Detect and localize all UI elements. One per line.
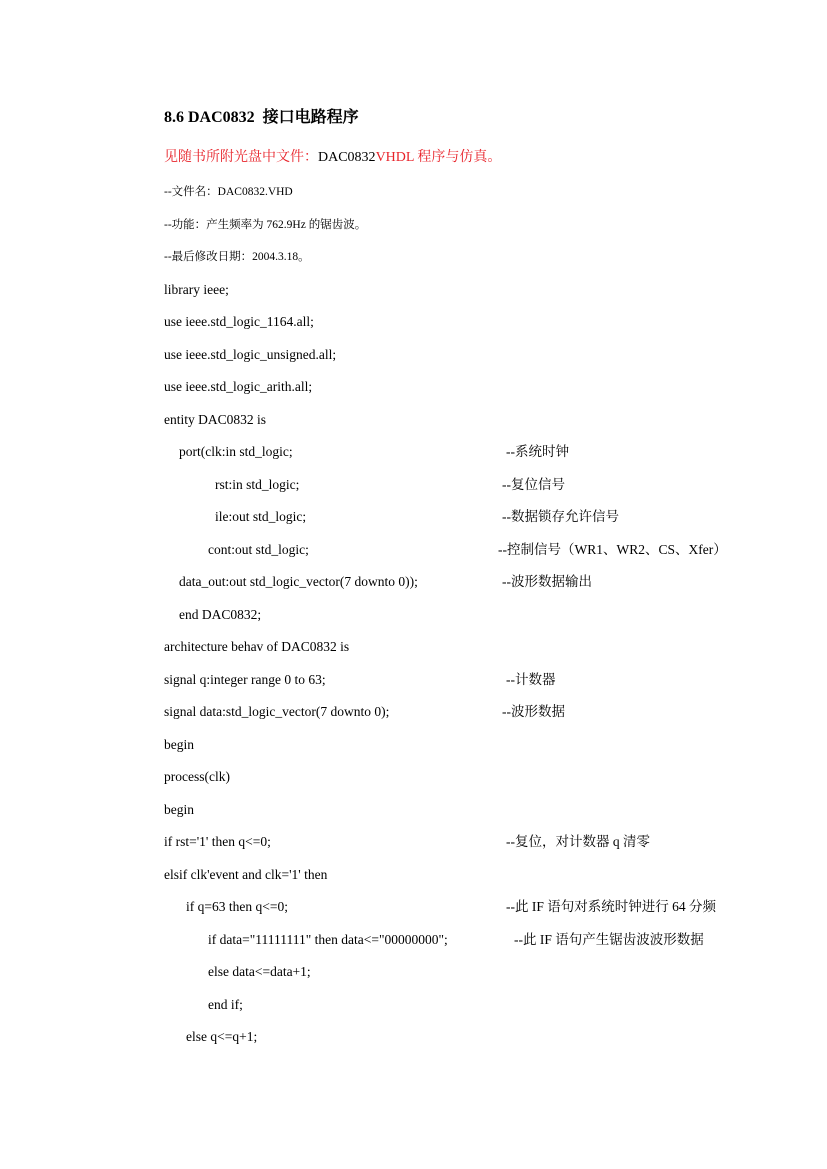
code-line: begin xyxy=(164,802,194,817)
code-line: signal q:integer range 0 to 63; xyxy=(164,672,326,687)
code-line: ile:out std_logic; xyxy=(215,509,307,524)
code-line: process(clk) xyxy=(164,769,230,784)
code-line: rst:in std_logic; xyxy=(215,477,300,492)
code-line: if data="11111111" then data<="00000000"; xyxy=(208,932,448,947)
code-line: else q<=q+1; xyxy=(186,1029,258,1044)
code-line: else data<=data+1; xyxy=(208,964,311,979)
code-comment: --复位，对计数器 q 清零 xyxy=(506,834,650,849)
section-heading: 8.6 DAC0832 接口电路程序 xyxy=(164,109,359,126)
disc-note xyxy=(164,150,501,166)
code-comment: --复位信号 xyxy=(502,477,565,492)
code-line: use ieee.std_logic_unsigned.all; xyxy=(164,347,337,362)
code-line: use ieee.std_logic_1164.all; xyxy=(164,314,314,329)
code-line: end if; xyxy=(208,997,243,1012)
comment-function: --功能：产生频率为 762.9Hz 的锯齿波。 xyxy=(164,219,367,231)
code-line: architecture behav of DAC0832 is xyxy=(164,639,350,654)
code-line: port(clk:in std_logic; xyxy=(179,444,293,459)
code-comment: --控制信号（WR1、WR2、CS、Xfer） xyxy=(498,542,727,557)
comment-modified: --最后修改日期：2004.3.18。 xyxy=(164,251,310,263)
comment-file-name: --文件名：DAC0832.VHD xyxy=(164,186,293,198)
code-line: end DAC0832; xyxy=(179,607,262,622)
code-line: use ieee.std_logic_arith.all; xyxy=(164,379,313,394)
code-line: library ieee; xyxy=(164,282,229,297)
code-comment: --波形数据输出 xyxy=(502,574,592,589)
code-line: entity DAC0832 is xyxy=(164,412,267,427)
code-line: signal data:std_logic_vector(7 downto 0); xyxy=(164,704,390,719)
code-comment: --波形数据 xyxy=(502,704,565,719)
code-comment: --此 IF 语句产生锯齿波波形数据 xyxy=(514,932,704,947)
code-comment: --系统时钟 xyxy=(506,444,569,459)
code-line: elsif clk'event and clk='1' then xyxy=(164,867,328,882)
disc-note-prefix: 见随书所附光盘中文件： xyxy=(164,150,318,165)
code-line: data_out:out std_logic_vector(7 downto 0)); xyxy=(179,574,418,589)
code-line: begin xyxy=(164,737,194,752)
code-line: if rst='1' then q<=0; xyxy=(164,834,271,849)
disc-note-suffix: VHDL 程序与仿真。 xyxy=(375,150,502,165)
code-comment: --数据锁存允许信号 xyxy=(502,509,619,524)
code-comment: --此 IF 语句对系统时钟进行 64 分频 xyxy=(506,899,716,914)
code-comment: --计数器 xyxy=(506,672,556,687)
code-line: cont:out std_logic; xyxy=(208,542,309,557)
code-line: if q=63 then q<=0; xyxy=(186,899,288,914)
disc-note-filename: DAC0832 xyxy=(318,150,376,165)
